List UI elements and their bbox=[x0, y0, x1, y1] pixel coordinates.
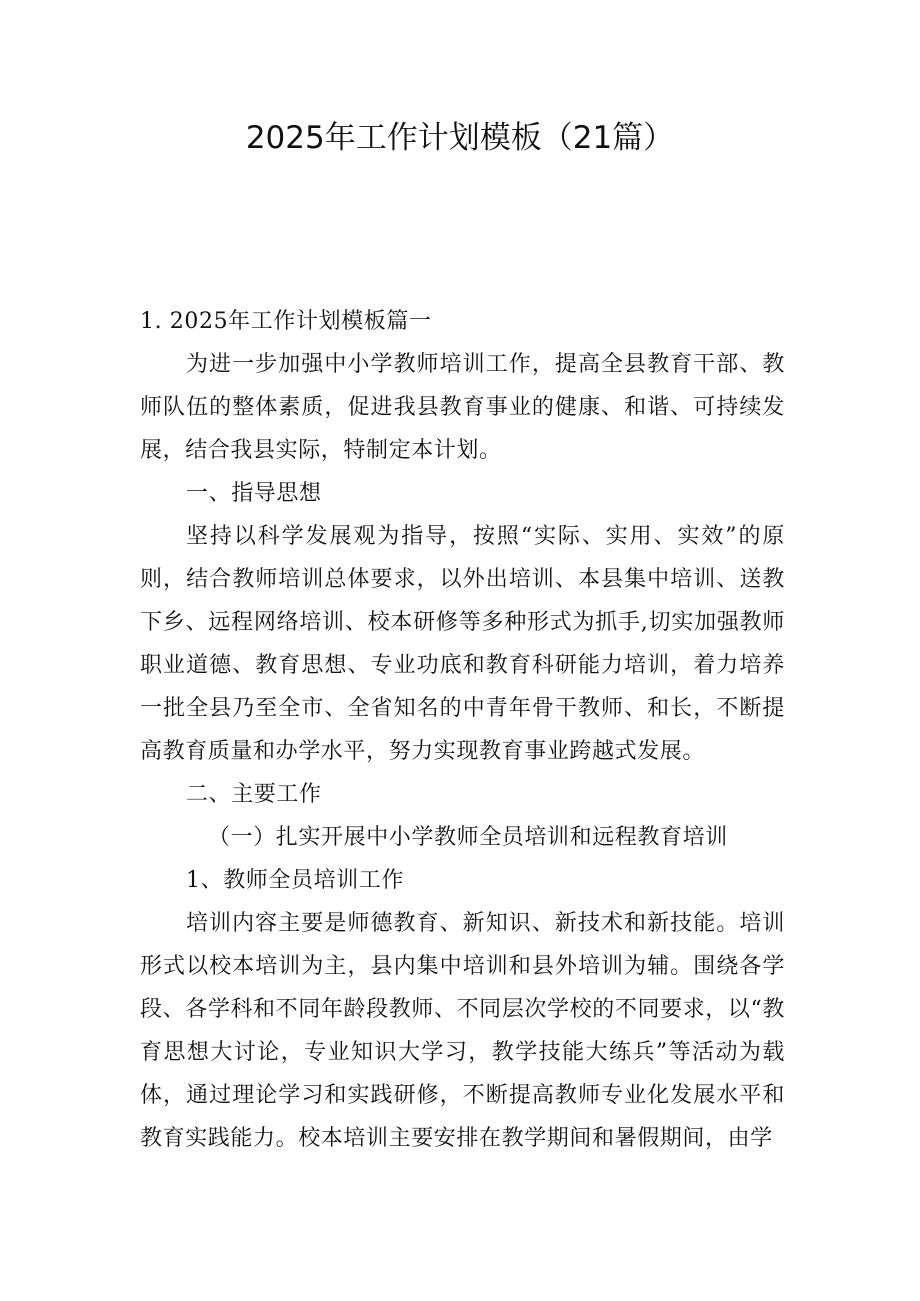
training-paragraph: 培训内容主要是师德教育、新知识、新技术和新技能。培训形式以校本培训为主，县内集中培训和县外培训为辅。围绕各学段、各学科和不同年龄段教师、不同层次学校的不同要求，以“教育思想大讨论，专业知识大学习，教学技能大练兵”等活动为载体，通过理论学习和实践研修，不断提高教师专业化发展水平和教育实践能力。校本培训主要安排在教学期间和暑假期间，由学 bbox=[140, 911, 785, 1151]
section-heading: 1. 2025年工作计划模板篇一 bbox=[140, 309, 432, 334]
guiding-paragraph: 坚持以科学发展观为指导，按照“实际、实用、实效”的原则，结合教师培训总体要求，以外出培训、本县集中培训、送教下乡、远程网络培训、校本研修等多种形式为抓手,切实加强教师职业道德、教育思想、专业功底和教育科研能力培训，着力培养一批全县乃至全市、全省知名的中青年骨干教师、和长，不断提高教育质量和办学水平，努力实现教育事业跨越式发展。 bbox=[140, 524, 785, 764]
intro-paragraph: 为进一步加强中小学教师培训工作，提高全县教育干部、教师队伍的整体素质，促进我县教育事业的健康、和谐、可持续发展，结合我县实际，特制定本计划。 bbox=[140, 352, 785, 463]
document-body bbox=[140, 300, 785, 1160]
document-title: 2025年工作计划模板（21篇） bbox=[245, 120, 675, 156]
heading-main-work: 二、主要工作 bbox=[186, 782, 322, 807]
item-teacher-training: 1、教师全员培训工作 bbox=[186, 868, 404, 893]
subheading-training: （一）扎实开展中小学教师全员培训和远程教育培训 bbox=[208, 825, 728, 850]
heading-guiding-thought: 一、指导思想 bbox=[186, 481, 322, 506]
